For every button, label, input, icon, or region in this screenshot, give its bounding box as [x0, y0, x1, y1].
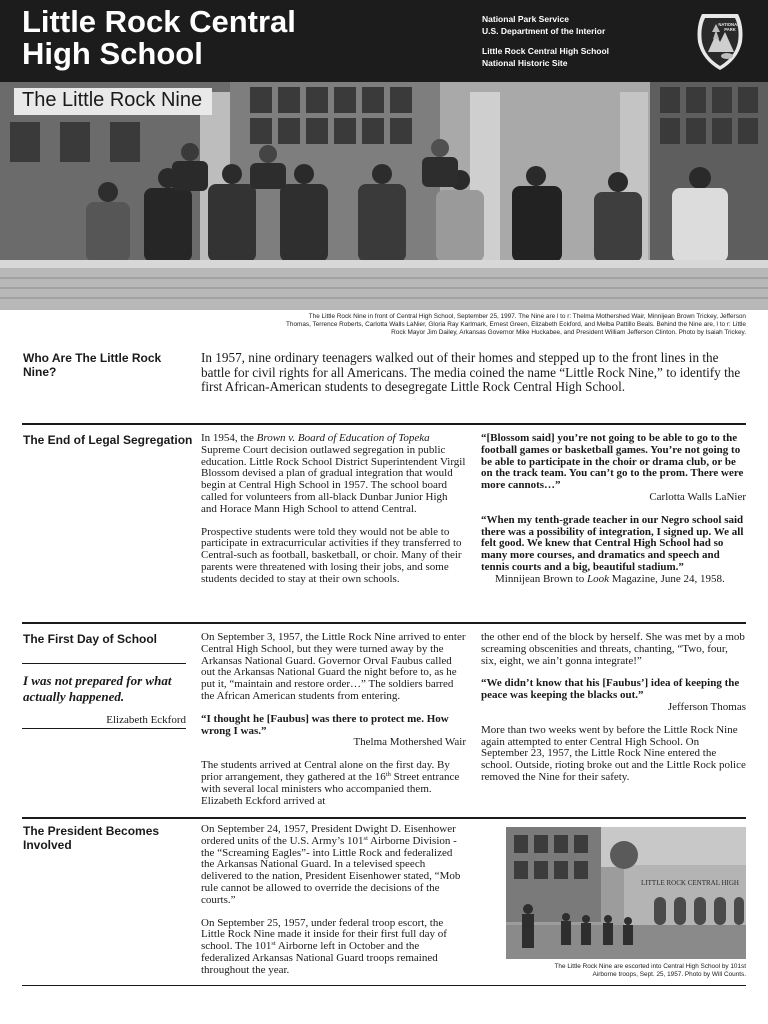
- segregation-column-left: [201, 433, 466, 597]
- page-bottom-rule: [22, 985, 746, 986]
- section-label-segregation: The End of Legal Segregation: [23, 433, 193, 447]
- first-day-column-left: [201, 632, 466, 807]
- president-paragraph-2: On September 25, 1957, under federal troop escort, the Little Rock Nine made it inside for their first full day of school. The 101st Airborne left in October and the federalized Arkansas National Guard troops remained throughout the year.: [201, 916, 447, 976]
- hero-photo-caption: The Little Rock Nine in front of Central High School, September 25, 1997. The Nine are l to r: Thelma Mothershed Wair, Minnijean Brown Trickey, Jefferson Thomas, Terrence Roberts, Carlotta Walls LaNier, Gloria Ray Karlmark, Ernest Green, Elizabeth Eckford, and Melba Pattillo Beals. Behind the Nine are, l to r: Little Rock Mayor Jim Dailey, Arkansas Governor Mike Huckabee, and President William Jefferson Clinton. Photo by Isaiah Trickey.: [286, 313, 746, 336]
- hero-photo: [0, 82, 768, 310]
- first-day-paragraph-3: the other end of the block by herself. She was met by a mob screaming obscenities and threats, chanting, “Two, four, six, eight, we ain’t gonna integrate!”: [481, 631, 745, 667]
- quote-thelma: “I thought he [Faubus] was there to protect me. How wrong I was.”: [201, 712, 449, 737]
- first-day-paragraph-4: More than two weeks went by before the Little Rock Nine again attempted to enter Central High School. On September 23, 1957, the Little Rock Nine entered the school. Outside, rioting broke out and the Little Rock police removed the Nine for their safety.: [481, 723, 746, 783]
- segregation-paragraph-2: Prospective students were told they would not be able to participate in extracurricular activities if they transferred to Central-such as football, basketball, or choir. Many of their parents were threatened with losing their jobs, and some students decided to stay at their own schools.: [201, 525, 462, 585]
- president-paragraph-1: On September 24, 1957, President Dwight D. Eisenhower ordered units of the U.S. Army’s 101st Airborne Division -the “Screaming Eagles”- into Little Rock and federalized the Arkansas National Guard. In a televised speech delivered to the nation, President Eisenhower stated, “Mob rule cannot be allowed to override the decisions of the courts.”: [201, 823, 461, 906]
- quote-attribution: Jefferson Thomas: [667, 700, 746, 713]
- quote-jefferson: “We didn’t know that his [Faubus’] idea of keeping the peace was keeping the blacks out.”: [481, 677, 740, 702]
- section-label-president: The President Becomes Involved: [23, 824, 160, 852]
- quote-attribution: Carlotta Walls LaNier: [649, 490, 746, 503]
- first-day-column-right: [481, 632, 746, 784]
- page-title: Little Rock Central High School: [22, 4, 296, 71]
- president-column: [201, 824, 466, 977]
- pull-quote-attribution: Elizabeth Eckford: [106, 714, 186, 726]
- first-day-paragraph-1: On September 3, 1957, the Little Rock Nine arrived to enter Central High School, but they were turned away by the Arkansas National Guard. Governor Orval Faubus called out the Arkansas National Guard the night before to, as he put it, “maintain and restore order…” The soldiers barred the African American students from entering.: [201, 631, 466, 702]
- quote-attribution: Minnijean Brown to Look Magazine, June 24, 1958.: [495, 572, 725, 585]
- section-label-first-day: The First Day of School: [23, 632, 158, 646]
- section-divider: [22, 817, 746, 819]
- agency-block: National Park Service U.S. Department of the Interior Little Rock Central High School National Historic Site: [482, 14, 610, 68]
- quote-carlotta: “[Blossom said] you’re not going to be able to go to the football games or basketball games. You’re not going to be able to participate in the choir or drama club, or be on the track team. You can’t go to the prom. There were more cannots…”: [481, 432, 744, 492]
- building-sign-text: LITTLE ROCK CENTRAL HIGH: [641, 879, 739, 887]
- section-banner-title: The Little Rock Nine: [14, 88, 212, 115]
- svg-text:PARK: PARK: [724, 27, 736, 32]
- svg-text:NATIONAL: NATIONAL: [718, 22, 740, 27]
- quote-attribution: Thelma Mothershed Wair: [353, 736, 466, 749]
- pull-quote: [23, 673, 186, 726]
- section-label-who: Who Are The Little Rock Nine?: [23, 351, 162, 379]
- segregation-column-right: [481, 433, 746, 597]
- segregation-paragraph-1: In 1954, the Brown v. Board of Education of Topeka Supreme Court decision outlawed segregation in public education. Little Rock School District Superintendent Virgil Blossom devised a plan of gradual integration that would begin at Central High School in 1957. The school board called for volunteers from all-black Dunbar Junior High and Horace Mann High School to attend Central.: [201, 432, 466, 515]
- pull-quote-text: I was not prepared for what actually happened.: [23, 673, 172, 704]
- nps-arrowhead-icon: [694, 12, 746, 72]
- quote-minnijean: “When my tenth-grade teacher in our Negro school said there was a possibility of integration, I signed up. We all felt good. We knew that Central High School had so many more courses, and dramatics and speech and tennis courts and a big, beautiful stadium.”: [481, 513, 744, 573]
- intro-paragraph: In 1957, nine ordinary teenagers walked out of their homes and stepped up to the front lines in the battle for civil rights for all Americans. The media coined the name “Little Rock Nine,” to identify the first African-American students to desegregate Little Rock Central High School.: [201, 350, 741, 394]
- first-day-paragraph-2: The students arrived at Central alone on the first day. By prior arrangement, they gathered at the 16th Street entrance with several local ministers who accompanied them. Elizabeth Eckford arrived at: [201, 759, 460, 807]
- section-divider: [22, 622, 746, 624]
- escort-photo-caption: The Little Rock Nine are escorted into Central High School by 101st Airborne troops, Sept. 25, 1957. Photo by Will Counts.: [554, 963, 746, 978]
- page-header: [0, 0, 768, 82]
- section-divider: [22, 423, 746, 425]
- pull-quote-rule-top: [22, 663, 186, 664]
- pull-quote-rule-bottom: [22, 728, 186, 729]
- escort-photo: [506, 827, 746, 959]
